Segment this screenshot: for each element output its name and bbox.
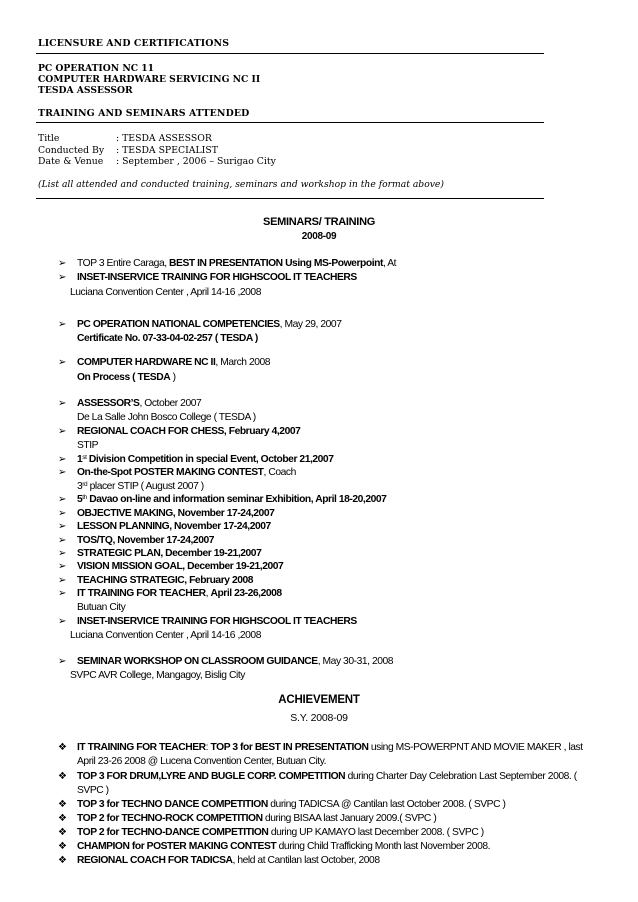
diamond-bullet-icon: ❖ bbox=[58, 799, 67, 810]
achievement-text: during Charter Day Celebration Last September 2008. ( bbox=[345, 771, 577, 782]
achievement-text: using MS-POWERPNT AND MOVIE MAKER , last bbox=[368, 742, 583, 753]
seminar-detail-text: Luciana Convention Center , April 14-16 ,2008 bbox=[70, 287, 261, 298]
achievement-title: TOP 3 for TECHNO DANCE COMPETITION bbox=[77, 799, 268, 810]
seminar-ordinal-suffix: th bbox=[82, 494, 87, 501]
achievement-title: CHAMPION for POSTER MAKING CONTEST bbox=[77, 841, 277, 852]
seminar-item bbox=[77, 587, 282, 600]
seminar-item bbox=[77, 615, 357, 628]
seminar-detail bbox=[77, 332, 258, 345]
seminar-item bbox=[77, 493, 386, 506]
seminar-item bbox=[77, 356, 270, 369]
arrow-bullet-icon: ➢ bbox=[58, 548, 67, 559]
achievement-item bbox=[77, 812, 436, 825]
training-row bbox=[38, 145, 218, 157]
seminar-item bbox=[77, 507, 274, 520]
seminar-title: TOS/TQ, November 17-24,2007 bbox=[77, 535, 215, 546]
arrow-bullet-icon: ➢ bbox=[58, 357, 67, 368]
arrow-bullet-icon: ➢ bbox=[58, 426, 67, 437]
seminar-text: , October 2007 bbox=[139, 398, 202, 409]
training-row-label: Date & Venue bbox=[38, 156, 104, 167]
diamond-bullet-icon: ❖ bbox=[58, 827, 67, 838]
seminar-date: April 23-26,2008 bbox=[210, 588, 282, 599]
achievement-title: REGIONAL COACH FOR TADICSA bbox=[77, 855, 233, 866]
training-heading: TRAINING AND SEMINARS ATTENDED bbox=[38, 108, 250, 119]
seminar-item bbox=[77, 547, 261, 560]
seminar-detail-text: placer STIP ( August 2007 ) bbox=[87, 481, 204, 492]
achievement-text: SVPC ) bbox=[77, 785, 109, 796]
seminar-item bbox=[77, 520, 271, 533]
achievement-text: during TADICSA @ Cantilan last October 2008. ( SVPC ) bbox=[267, 799, 506, 810]
achievement-item bbox=[77, 854, 380, 867]
achievement-item bbox=[77, 840, 490, 853]
seminar-title: TEACHING STRATEGIC, February 2008 bbox=[77, 575, 254, 586]
licensure-item: COMPUTER HARDWARE SERVICING NC II bbox=[38, 74, 261, 85]
seminar-detail-text: SVPC AVR College, Mangagoy, Bislig City bbox=[70, 670, 245, 681]
seminars-year: 2008-09 bbox=[301, 231, 337, 242]
achievement-highlight: TOP 3 for BEST IN PRESENTATION bbox=[210, 742, 369, 753]
training-row-value: : TESDA SPECIALIST bbox=[116, 145, 218, 156]
seminar-title: LESSON PLANNING, November 17-24,2007 bbox=[77, 521, 271, 532]
seminar-detail-text: Butuan City bbox=[77, 602, 126, 613]
divider bbox=[36, 53, 544, 54]
seminar-item bbox=[77, 560, 283, 573]
training-row-value: : September , 2006 – Surigao City bbox=[116, 156, 276, 167]
seminar-detail bbox=[77, 371, 176, 384]
seminar-item bbox=[77, 397, 201, 410]
seminar-item bbox=[77, 534, 214, 547]
diamond-bullet-icon: ❖ bbox=[58, 771, 67, 782]
seminar-text: , At bbox=[382, 258, 397, 269]
seminar-detail-bold: On Process ( TESDA bbox=[77, 372, 171, 383]
divider bbox=[36, 198, 544, 199]
seminar-ordinal: 1 bbox=[77, 454, 83, 465]
arrow-bullet-icon: ➢ bbox=[58, 258, 67, 269]
training-row-value: : TESDA ASSESSOR bbox=[116, 133, 212, 144]
achievement-year: S.Y. 2008-09 bbox=[290, 712, 348, 724]
achievement-text: : bbox=[205, 742, 211, 753]
seminar-title: INSET-INSERVICE TRAINING FOR HIGHSCOOL IT TEACHERS bbox=[77, 616, 357, 627]
arrow-bullet-icon: ➢ bbox=[58, 467, 67, 478]
seminar-detail-text: De La Salle John Bosco College ( TESDA ) bbox=[77, 412, 256, 423]
seminar-item bbox=[77, 655, 393, 668]
arrow-bullet-icon: ➢ bbox=[58, 588, 67, 599]
achievement-text: April 23-26 2008 @ Lucena Convention Center, Butuan City. bbox=[77, 756, 327, 767]
achievement-text: during Child Trafficking Month last November 2008. bbox=[276, 841, 491, 852]
achievement-title: ACHIEVEMENT bbox=[278, 694, 360, 706]
seminar-title: STRATEGIC PLAN, December 19-21,2007 bbox=[77, 548, 262, 559]
arrow-bullet-icon: ➢ bbox=[58, 535, 67, 546]
seminar-title: OBJECTIVE MAKING, November 17-24,2007 bbox=[77, 508, 275, 519]
achievement-text: , held at Cantilan last October, 2008 bbox=[232, 855, 380, 866]
seminar-item bbox=[77, 257, 396, 270]
achievement-continuation bbox=[77, 784, 109, 797]
seminar-title: ASSESSOR’S bbox=[77, 398, 140, 409]
seminar-detail-text: Luciana Convention Center , April 14-16 ,2008 bbox=[70, 630, 261, 641]
seminar-detail bbox=[77, 601, 125, 614]
achievement-text: during BISAA last January 2009.( SVPC ) bbox=[262, 813, 437, 824]
seminar-title: PC OPERATION NATIONAL COMPETENCIES bbox=[77, 319, 280, 330]
seminar-detail-ordinal: 3 bbox=[77, 481, 83, 492]
format-note: (List all attended and conducted training, seminars and workshop in the format above) bbox=[38, 179, 444, 190]
arrow-bullet-icon: ➢ bbox=[58, 398, 67, 409]
seminar-text: , March 2008 bbox=[215, 357, 271, 368]
achievement-title: TOP 2 for TECHNO-ROCK COMPETITION bbox=[77, 813, 263, 824]
seminar-detail bbox=[77, 411, 256, 424]
seminar-item bbox=[77, 318, 342, 331]
seminar-title: BEST IN PRESENTATION Using MS-Powerpoint bbox=[169, 258, 383, 269]
seminar-detail bbox=[70, 286, 261, 299]
licensure-item: TESDA ASSESSOR bbox=[38, 85, 133, 96]
seminar-item bbox=[77, 425, 300, 438]
training-row-label: Title bbox=[38, 133, 60, 144]
seminar-text: TOP 3 Entire Caraga, bbox=[77, 258, 170, 269]
seminar-detail-bold: Certificate No. 07-33-04-02-257 ( TESDA ) bbox=[77, 333, 258, 344]
diamond-bullet-icon: ❖ bbox=[58, 841, 67, 852]
seminar-detail-text: STIP bbox=[77, 440, 99, 451]
achievement-title: IT TRAINING FOR TEACHER bbox=[77, 742, 206, 753]
seminar-item bbox=[77, 574, 253, 587]
diamond-bullet-icon: ❖ bbox=[58, 855, 67, 866]
seminar-detail bbox=[77, 480, 204, 493]
seminars-title: SEMINARS/ TRAINING bbox=[263, 216, 375, 228]
arrow-bullet-icon: ➢ bbox=[58, 494, 67, 505]
seminar-item bbox=[77, 466, 296, 479]
seminar-detail bbox=[70, 629, 261, 642]
seminar-item bbox=[77, 271, 357, 284]
licensure-item: PC OPERATION NC 11 bbox=[38, 63, 155, 74]
achievement-item bbox=[77, 770, 577, 783]
seminar-text: , bbox=[205, 588, 211, 599]
arrow-bullet-icon: ➢ bbox=[58, 616, 67, 627]
achievement-text: during UP KAMAYO last December 2008. ( SVPC ) bbox=[268, 827, 484, 838]
arrow-bullet-icon: ➢ bbox=[58, 575, 67, 586]
seminar-title: On-the-Spot POSTER MAKING CONTEST bbox=[77, 467, 264, 478]
seminar-title: IT TRAINING FOR TEACHER bbox=[77, 588, 206, 599]
diamond-bullet-icon: ❖ bbox=[58, 742, 67, 753]
seminar-detail-ordinal-suffix: rd bbox=[82, 481, 88, 488]
seminar-detail-text: ) bbox=[170, 372, 176, 383]
seminar-title: REGIONAL COACH FOR CHESS, February 4,2007 bbox=[77, 426, 301, 437]
seminar-title: VISION MISSION GOAL, December 19-21,2007 bbox=[77, 561, 284, 572]
seminar-text: , Coach bbox=[263, 467, 296, 478]
achievement-continuation bbox=[77, 755, 326, 768]
achievement-item bbox=[77, 826, 484, 839]
arrow-bullet-icon: ➢ bbox=[58, 272, 67, 283]
training-row bbox=[38, 156, 276, 168]
seminar-text: , May 30-31, 2008 bbox=[317, 656, 394, 667]
achievement-title: TOP 2 for TECHNO-DANCE COMPETITION bbox=[77, 827, 269, 838]
arrow-bullet-icon: ➢ bbox=[58, 656, 67, 667]
seminar-title: SEMINAR WORKSHOP ON CLASSROOM GUIDANCE bbox=[77, 656, 318, 667]
training-row-label: Conducted By bbox=[38, 145, 105, 156]
seminar-item bbox=[77, 453, 334, 466]
seminar-detail bbox=[70, 669, 245, 682]
arrow-bullet-icon: ➢ bbox=[58, 508, 67, 519]
arrow-bullet-icon: ➢ bbox=[58, 454, 67, 465]
arrow-bullet-icon: ➢ bbox=[58, 561, 67, 572]
arrow-bullet-icon: ➢ bbox=[58, 319, 67, 330]
divider bbox=[36, 122, 544, 123]
training-row bbox=[38, 133, 212, 145]
licensure-heading: LICENSURE AND CERTIFICATIONS bbox=[38, 38, 230, 49]
diamond-bullet-icon: ❖ bbox=[58, 813, 67, 824]
seminar-ordinal: 5 bbox=[77, 494, 83, 505]
achievement-item bbox=[77, 741, 583, 754]
seminar-title: Division Competition in special Event, October 21,2007 bbox=[86, 454, 334, 465]
seminar-ordinal-suffix: st bbox=[82, 454, 87, 461]
achievement-item bbox=[77, 798, 505, 811]
achievement-title: TOP 3 FOR DRUM,LYRE AND BUGLE CORP. COMPETITION bbox=[77, 771, 346, 782]
seminar-detail bbox=[77, 439, 98, 452]
seminar-title: Davao on-line and information seminar Exhibition, April 18-20,2007 bbox=[86, 494, 387, 505]
arrow-bullet-icon: ➢ bbox=[58, 521, 67, 532]
seminar-title: INSET-INSERVICE TRAINING FOR HIGHSCOOL IT TEACHERS bbox=[77, 272, 357, 283]
seminar-text: , May 29, 2007 bbox=[279, 319, 342, 330]
seminar-title: COMPUTER HARDWARE NC II bbox=[77, 357, 216, 368]
